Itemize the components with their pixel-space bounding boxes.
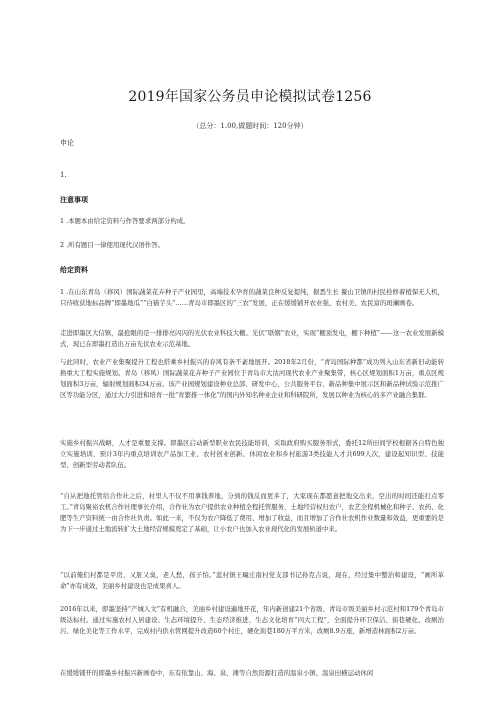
material-paragraph: 走进即墨区大信镇，最抢眼的是一排排亮闪闪的光伏农业科技大棚。光伏“联姻”农业，实现“棚顶发电，棚下种植”——这一农业发展新模式，现已在即墨打造出万亩光伏农业示范基地。 (60, 329, 444, 348)
material-paragraph: 2016年以来，即墨坚持“产城人文”有机融合，美丽乡村建设遍地开花，年内新创建21个省级、青岛市级美丽乡村示范村和179个青岛市级达标村。通过实施农村人居建设、生态环境提升、生态经济推进、生态文化培育“四大工程”，全面提升环卫保洁、街巷硬化、改厕治污、绿化美化等工作水平，完成村内供水管网提升改造60个村庄，硬化街巷180万平方米，改厕8.9万座，新增造林面积2万亩。 (60, 605, 444, 635)
document-subtitle: （总分：1.00,做题时间：120分钟） (192, 122, 308, 130)
notice-item: 1 .本题本由给定资料与作答要求两部分构成。 (60, 217, 190, 225)
material-paragraph: “自从把地托管给合作社之后，村里人不仅不用拿钱养地，分到的钱反而更多了，大家现在都愿意把地交出来，空出的时间还能打点零工。”青岛聚裕农机合作社理事长介绍，合作社为农户提供农业种植全程托管服务，土地经营权归农户，农艺全程机械化和种子、农药、化肥等生产资料统一由合作社负责。如此一来，不仅为农户降低了费用、增加了收益，而且增加了合作社农机作业数量和效益，更重要的是为下一步通过土地流转扩大土地经营规模奠定了基础，让小农户也加入农业现代化的发展轨道中来。 (60, 492, 444, 533)
material-paragraph: 实施乡村振兴战略，人才是重要支撑。即墨区启动新型职业农民技能培训，采取政府购买服务形式，委托12所田间学校根据各自特色独立实施培训，预计3年内重点培训农产品加工业、农村创业创新、休闲农业和乡村旅游3类技能人才共699人次，建设起知识型、技能型、创新型劳动者队伍。 (60, 439, 444, 469)
section-label: 申论 (60, 139, 74, 147)
document-title: 2019年国家公务员申论模拟试卷1256 (128, 89, 372, 105)
material-paragraph: 与此同时，农业产业集聚提升工程也搭乘乡村振兴的春风有条不紊地展开。2018年2月份，“青岛国际种都”成功列入山东省新旧动能转换重大工程实施规划。青岛（移风）国际蔬菜花卉种子产业园位于青岛市大沽河现代农业产业聚集带，核心区规划面积1万亩，重点区规划面积3万亩，辐射规划面积34万亩。该产业园规划建设种业总部、研发中心、公共服务平台、新品种集中展示区和新品种试验示范推广区等功能分区，通过大力引进和培育一批“育繁推一体化”的国内外知名种业企业和科研院所，发展以种业为核心的多产业融合集群。 (60, 358, 444, 399)
material-paragraph: 在缓缓铺开的即墨乡村振兴新画卷中，东有依靠山、海、泉、滩等自然资源打造的温泉小镇、温泉田横运动休闲 (60, 669, 374, 677)
notice-heading: 注意事项 (60, 195, 88, 204)
materials-heading: 给定资料 (60, 265, 88, 274)
material-paragraph: “以前俺们村都是平房，又脏又臭，老人愁，孩子怕。”蓝村镇王疃庄南村党支部书记孙克吉说，现在，经过集中整治和建设，“画所革命”亦有成效，美丽乡村建设也是成果喜人。 (60, 571, 444, 590)
notice-item: 2 .所有题目一律使用现代汉语作答。 (60, 241, 164, 249)
question-number: 1. (60, 171, 67, 179)
material-paragraph: 1 .在山东青岛（移风）国际蔬菜花卉种子产业园里，高端技术孕育的蔬菜良种反复提纯，据悉生长 鳌山卫镇的村民栓修着植保无人机，只待收获地标品牌“即墨地瓜”“白猫芋头”……青岛市即墨区的“三农”发展，正在缓缓铺开农业强、农村美、农民富的斑斓画卷。 (60, 288, 444, 307)
